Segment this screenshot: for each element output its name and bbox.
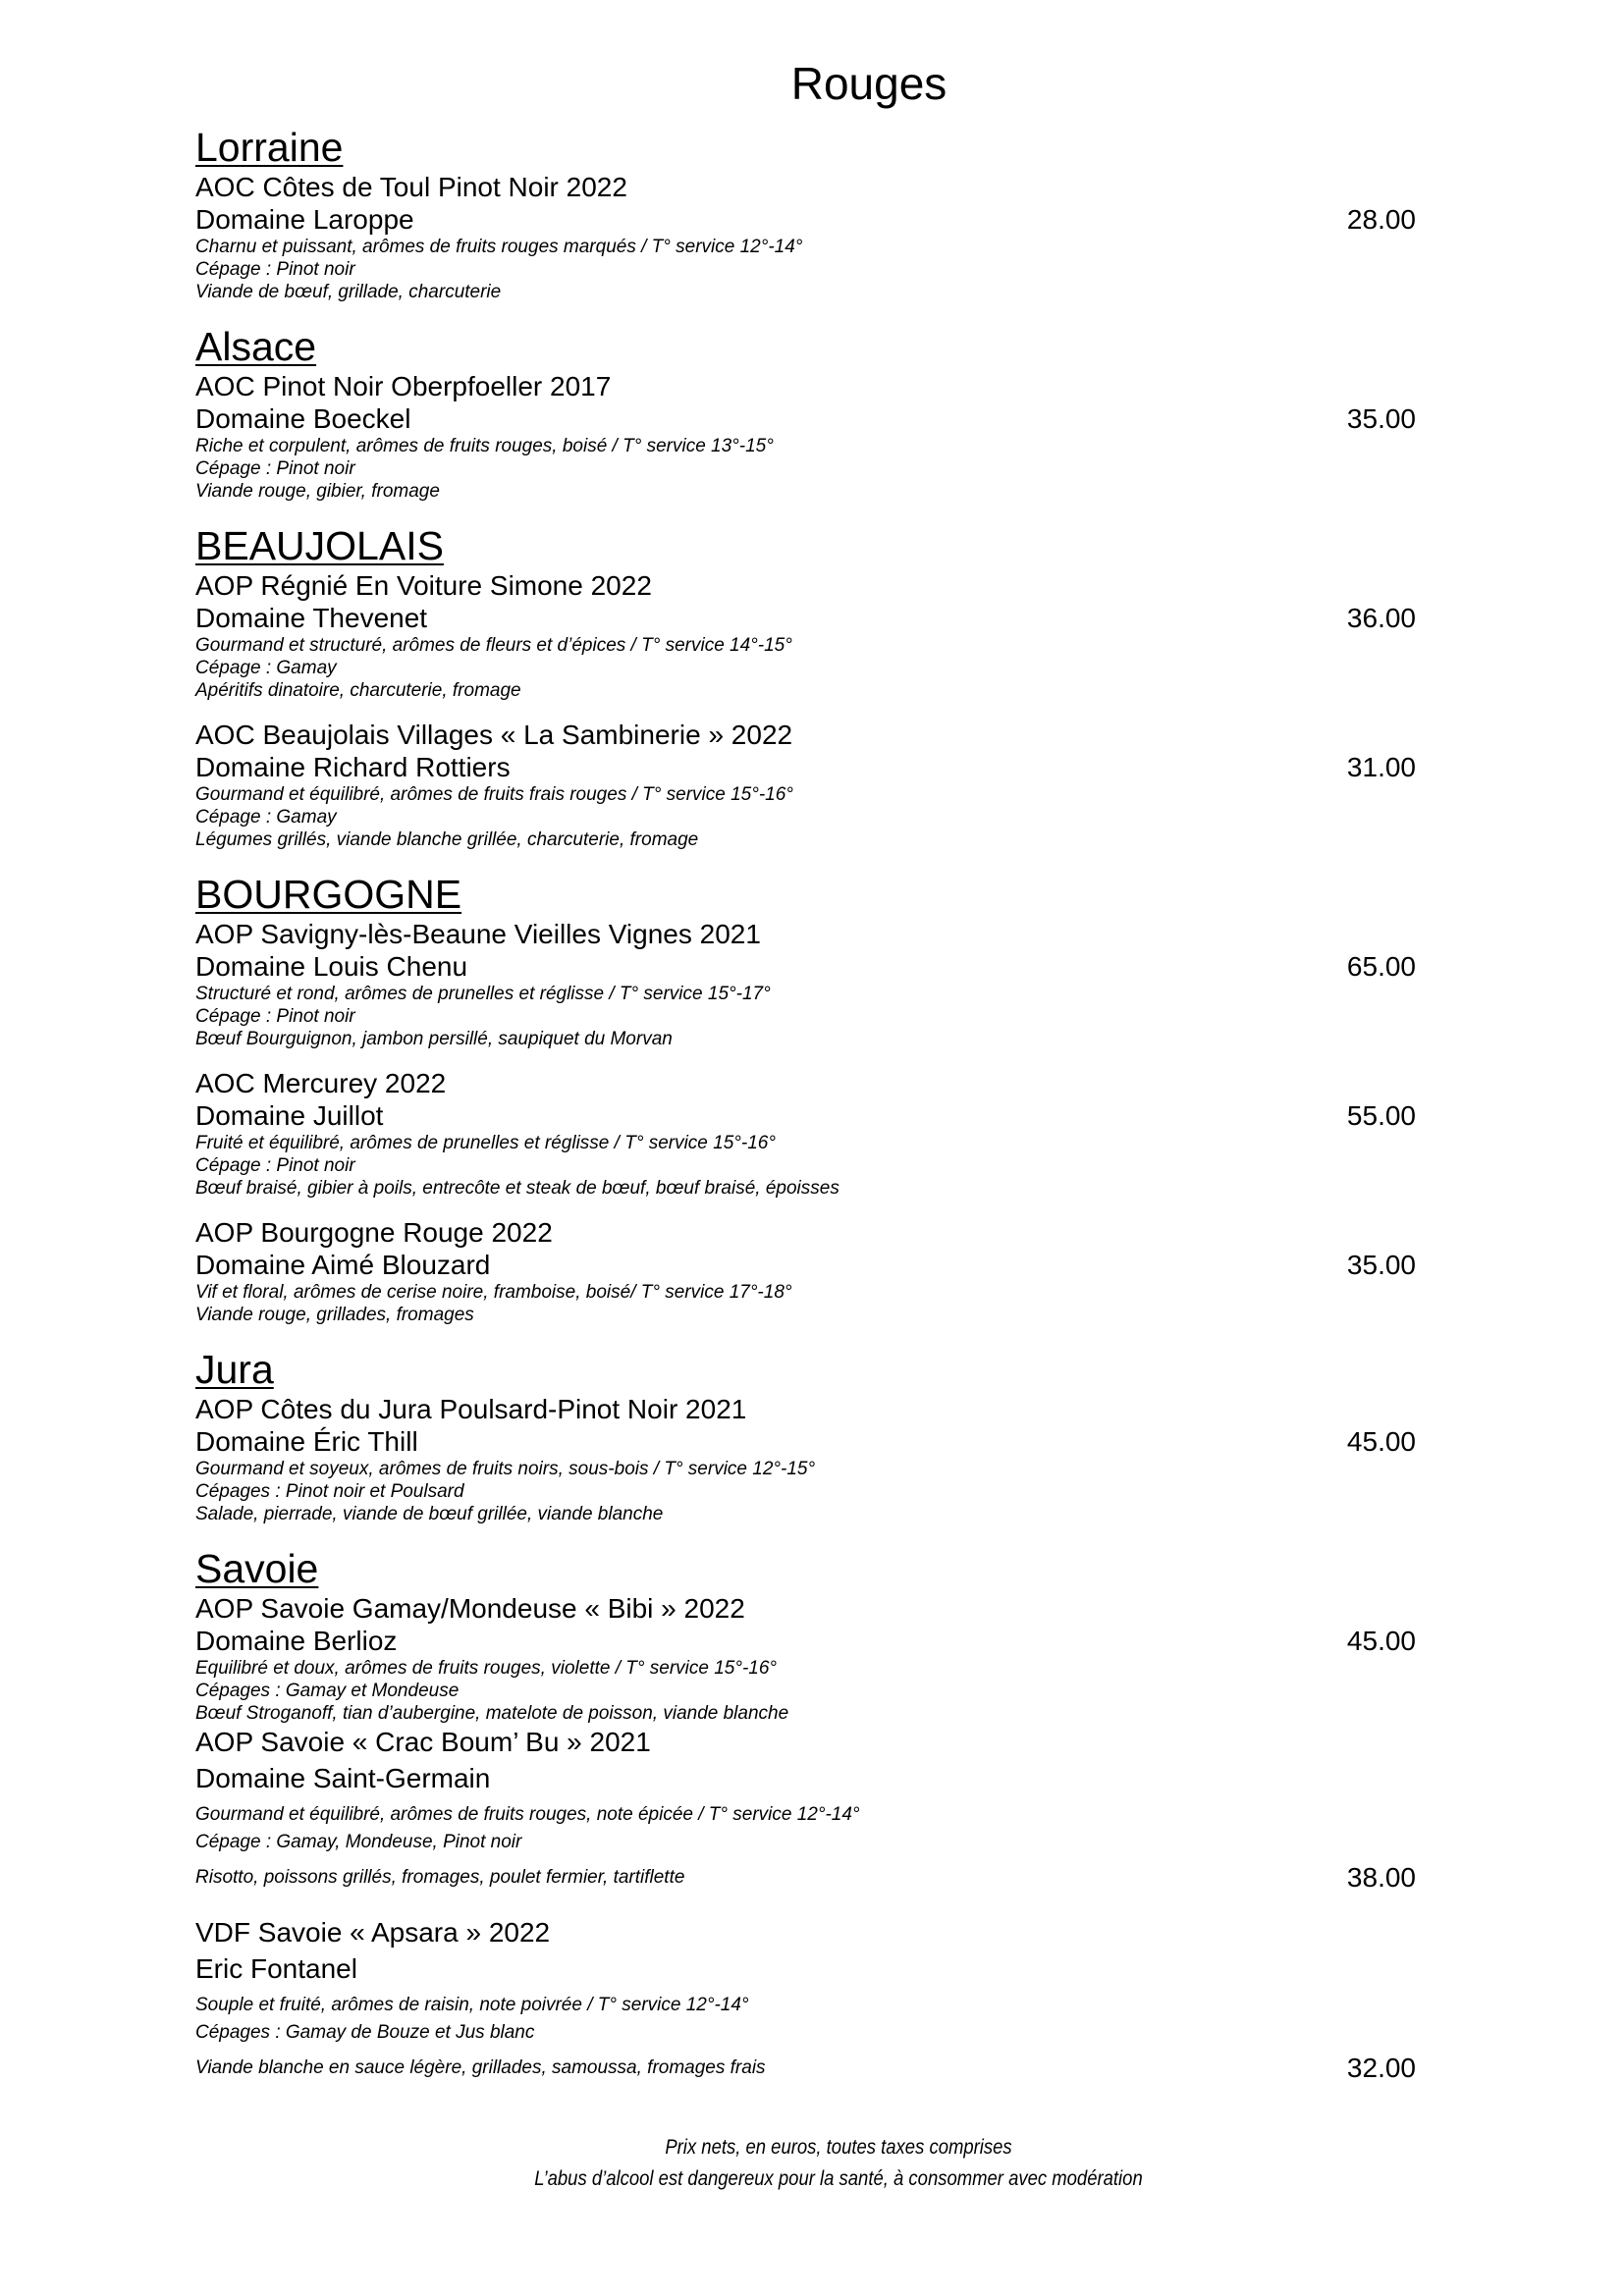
wine-name: AOC Côtes de Toul Pinot Noir 2022 — [195, 172, 627, 202]
wine-name: AOC Beaujolais Villages « La Sambinerie » 2022 — [195, 720, 793, 750]
wine-name: AOP Savoie Gamay/Mondeuse « Bibi » 2022 — [195, 1593, 745, 1624]
wine-description: Souple et fruité, arômes de raisin, note poivrée / T° service 12°-14° — [195, 1995, 749, 2015]
footer-alcohol-warning: L’abus d’alcool est dangereux pour la santé, à consommer avec modération — [534, 2167, 1143, 2190]
wine-domain: Domaine Saint-Germain — [195, 1763, 491, 1793]
wine-grape: Cépage : Pinot noir — [195, 259, 355, 280]
page-title: Rouges — [790, 58, 947, 109]
wine-price: 38.00 — [1346, 1862, 1416, 1893]
wine-entry — [195, 918, 1416, 1050]
wine-domain: Domaine Louis Chenu — [195, 951, 468, 982]
wine-entry — [195, 1592, 1416, 1725]
wine-description: Riche et corpulent, arômes de fruits rouges, boisé / T° service 13°-15° — [195, 436, 774, 456]
wine-pairing: Bœuf braisé, gibier à poils, entrecôte et steak de bœuf, bœuf braisé, époisses — [195, 1178, 839, 1199]
footer-price-note: Prix nets, en euros, toutes taxes comprises — [665, 2136, 1012, 2159]
wine-price: 32.00 — [1346, 2053, 1416, 2083]
region-heading-lorraine: Lorraine — [195, 125, 344, 170]
wine-domain: Domaine Éric Thill — [195, 1426, 418, 1457]
wine-entry — [195, 171, 1416, 303]
wine-pairing: Salade, pierrade, viande de bœuf grillée, viande blanche — [195, 1504, 664, 1524]
wine-entry — [195, 1393, 1416, 1525]
wine-grape: Cépage : Gamay, Mondeuse, Pinot noir — [195, 1832, 522, 1852]
wine-description: Gourmand et équilibré, arômes de fruits rouges, note épicée / T° service 12°-14° — [195, 1804, 860, 1825]
region-heading-bourgogne: BOURGOGNE — [195, 872, 462, 917]
wine-domain: Domaine Berlioz — [195, 1626, 398, 1656]
wine-grape: Cépages : Pinot noir et Poulsard — [195, 1481, 464, 1502]
wine-grape: Cépage : Pinot noir — [195, 1155, 355, 1176]
wine-price: 36.00 — [1346, 603, 1416, 633]
wine-price: 35.00 — [1346, 403, 1416, 434]
wine-grape: Cépage : Pinot noir — [195, 1006, 355, 1027]
wine-pairing: Viande rouge, gibier, fromage — [195, 481, 440, 502]
wine-name: AOP Bourgogne Rouge 2022 — [195, 1217, 553, 1248]
wine-price: 65.00 — [1346, 951, 1416, 982]
wine-description: Gourmand et soyeux, arômes de fruits noirs, sous-bois / T° service 12°-15° — [195, 1459, 816, 1479]
wine-description: Vif et floral, arômes de cerise noire, framboise, boisé/ T° service 17°-18° — [195, 1282, 792, 1303]
wine-pairing: Viande rouge, grillades, fromages — [195, 1305, 474, 1325]
wine-domain: Domaine Thevenet — [195, 603, 428, 633]
wine-name: AOP Savoie « Crac Boum’ Bu » 2021 — [195, 1727, 651, 1757]
wine-grape: Cépage : Pinot noir — [195, 458, 355, 479]
wine-domain: Domaine Richard Rottiers — [195, 752, 511, 782]
wine-price: 28.00 — [1346, 204, 1416, 235]
wine-name: AOP Savigny-lès-Beaune Vieilles Vignes 2021 — [195, 919, 761, 949]
wine-name: AOP Côtes du Jura Poulsard-Pinot Noir 2021 — [195, 1394, 747, 1424]
wine-pairing: Légumes grillés, viande blanche grillée, charcuterie, fromage — [195, 829, 699, 850]
wine-price: 45.00 — [1346, 1626, 1416, 1656]
footer — [0, 2132, 1624, 2195]
region-heading-alsace: Alsace — [195, 324, 317, 369]
wine-entry — [195, 1067, 1416, 1200]
wine-entry — [195, 1216, 1416, 1326]
wine-description: Equilibré et doux, arômes de fruits rouges, violette / T° service 15°-16° — [195, 1658, 778, 1679]
wine-description: Fruité et équilibré, arômes de prunelles et réglisse / T° service 15°-16° — [195, 1133, 776, 1153]
wine-domain: Domaine Juillot — [195, 1100, 384, 1131]
wine-description: Charnu et puissant, arômes de fruits rouges marqués / T° service 12°-14° — [195, 237, 803, 257]
wine-grape: Cépage : Gamay — [195, 807, 337, 828]
region-heading-jura: Jura — [195, 1347, 274, 1392]
region-heading-beaujolais: BEAUJOLAIS — [195, 523, 444, 568]
wine-price: 55.00 — [1346, 1100, 1416, 1131]
wine-pairing: Apéritifs dinatoire, charcuterie, fromage — [195, 680, 521, 701]
wine-entry — [195, 719, 1416, 851]
wine-pairing: Bœuf Bourguignon, jambon persillé, saupiquet du Morvan — [195, 1029, 673, 1049]
wine-list — [195, 124, 1416, 2086]
wine-description: Structuré et rond, arômes de prunelles et réglisse / T° service 15°-17° — [195, 984, 771, 1004]
wine-domain: Domaine Boeckel — [195, 403, 411, 434]
wine-grape: Cépages : Gamay de Bouze et Jus blanc — [195, 2022, 535, 2043]
wine-entry — [195, 370, 1416, 503]
wine-description: Gourmand et structuré, arômes de fleurs et d’épices / T° service 14°-15° — [195, 635, 792, 656]
wine-price: 45.00 — [1346, 1426, 1416, 1457]
wine-entry — [195, 1725, 1416, 1896]
wine-pairing: Viande de bœuf, grillade, charcuterie — [195, 282, 502, 302]
wine-domain: Eric Fontanel — [195, 1953, 357, 1984]
wine-pairing: Viande blanche en sauce légère, grillades, samoussa, fromages frais — [195, 2057, 766, 2078]
wine-name: AOP Régnié En Voiture Simone 2022 — [195, 570, 652, 601]
region-heading-savoie: Savoie — [195, 1546, 319, 1591]
wine-name: AOC Pinot Noir Oberpfoeller 2017 — [195, 371, 612, 401]
wine-price: 31.00 — [1346, 752, 1416, 782]
wine-domain: Domaine Aimé Blouzard — [195, 1250, 491, 1280]
wine-entry — [195, 1915, 1416, 2086]
wine-pairing: Bœuf Stroganoff, tian d’aubergine, matelote de poisson, viande blanche — [195, 1703, 789, 1724]
wine-name: AOC Mercurey 2022 — [195, 1068, 447, 1098]
wine-price: 35.00 — [1346, 1250, 1416, 1280]
wine-name: VDF Savoie « Apsara » 2022 — [195, 1917, 551, 1948]
wine-grape: Cépage : Gamay — [195, 658, 337, 678]
wine-grape: Cépages : Gamay et Mondeuse — [195, 1681, 460, 1701]
wine-description: Gourmand et équilibré, arômes de fruits frais rouges / T° service 15°-16° — [195, 784, 793, 805]
wine-entry — [195, 569, 1416, 702]
wine-pairing: Risotto, poissons grillés, fromages, poulet fermier, tartiflette — [195, 1867, 685, 1888]
wine-domain: Domaine Laroppe — [195, 204, 414, 235]
